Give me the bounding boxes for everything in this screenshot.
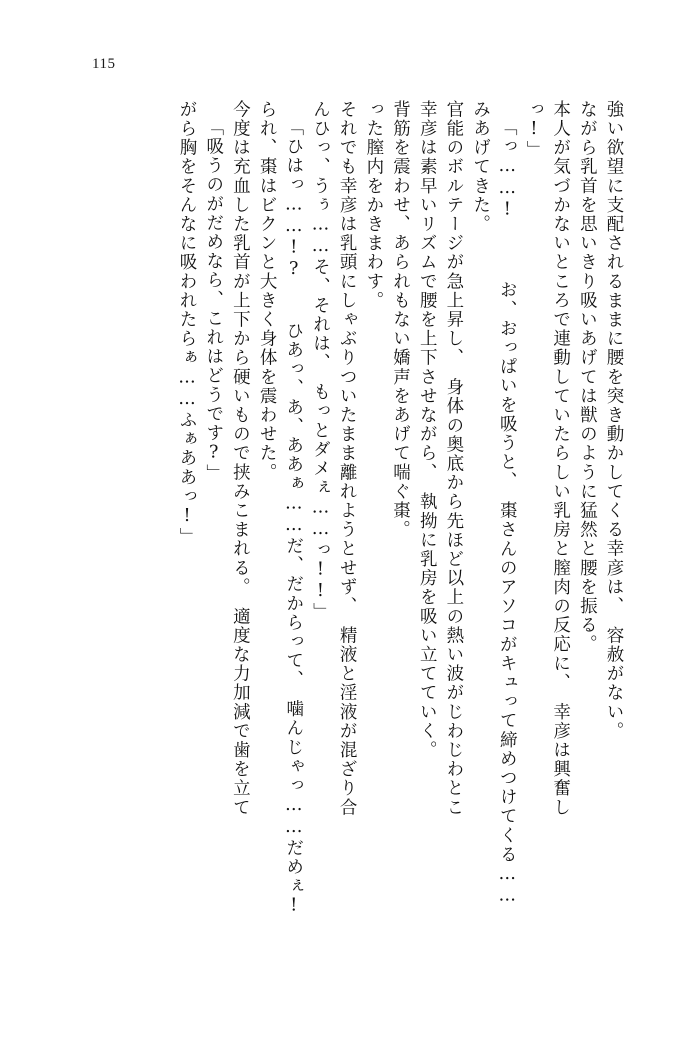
text-column: 「っ……! お、おっぱいを吸うと、 棗さんのアソコがキュって締めつけてくる…… (497, 118, 518, 908)
page-number: 115 (92, 56, 116, 72)
text-column: んひっ、うぅ……そ、それは、 もっとダメぇ……っ!!」 (310, 100, 331, 622)
text-column: ながら乳首を思いきり吸いあげては獣のように猛然と腰を振る。 (577, 100, 598, 654)
text-column: られ、棗はビクンと大きく身体を震わせた。 (257, 100, 278, 482)
text-column: それでも幸彦は乳頭にしゃぶりついたまま離れようとせず、 精液と淫液が混ざり合 (337, 100, 358, 818)
text-column: 「吸うのがだめなら、これはどうです?」 (203, 118, 224, 484)
text-column: 背筋を震わせ、あられもない嬌声をあげて喘ぐ棗。 (390, 100, 411, 540)
text-column: 幸彦は素早いリズムで腰を上下させながら、 執拗に乳房を吸い立てていく。 (417, 100, 438, 760)
text-column: みあげてきた。 (470, 100, 491, 234)
vertical-text-body (168, 100, 624, 918)
text-column: った膣内をかきまわす。 (363, 100, 384, 311)
text-column: 官能のボルテージが急上昇し、 身体の奥底から先ほど以上の熱い波がじわじわとこ (443, 100, 464, 818)
text-column: 今度は充血した乳首が上下から硬いもので挟みこまれる。 適度な力加減で歯を立て (230, 100, 251, 818)
text-column: 「ひはっ……!? ひあっ、あ、ああぁ……だ、だからって、 噛んじゃっ……だめぇ! (283, 118, 304, 918)
text-column: がら胸をそんなに吸われたらぁ……ふぁああっ!」 (177, 100, 197, 547)
text-column: 本人が気づかないところで連動していたらしい乳房と膣肉の反応に、 幸彦は興奮し (550, 100, 571, 818)
text-column: っ!」 (523, 100, 544, 160)
text-column: 強い欲望に支配されるままに腰を突き動かしてくる幸彦は、 容赦がない。 (604, 100, 624, 741)
